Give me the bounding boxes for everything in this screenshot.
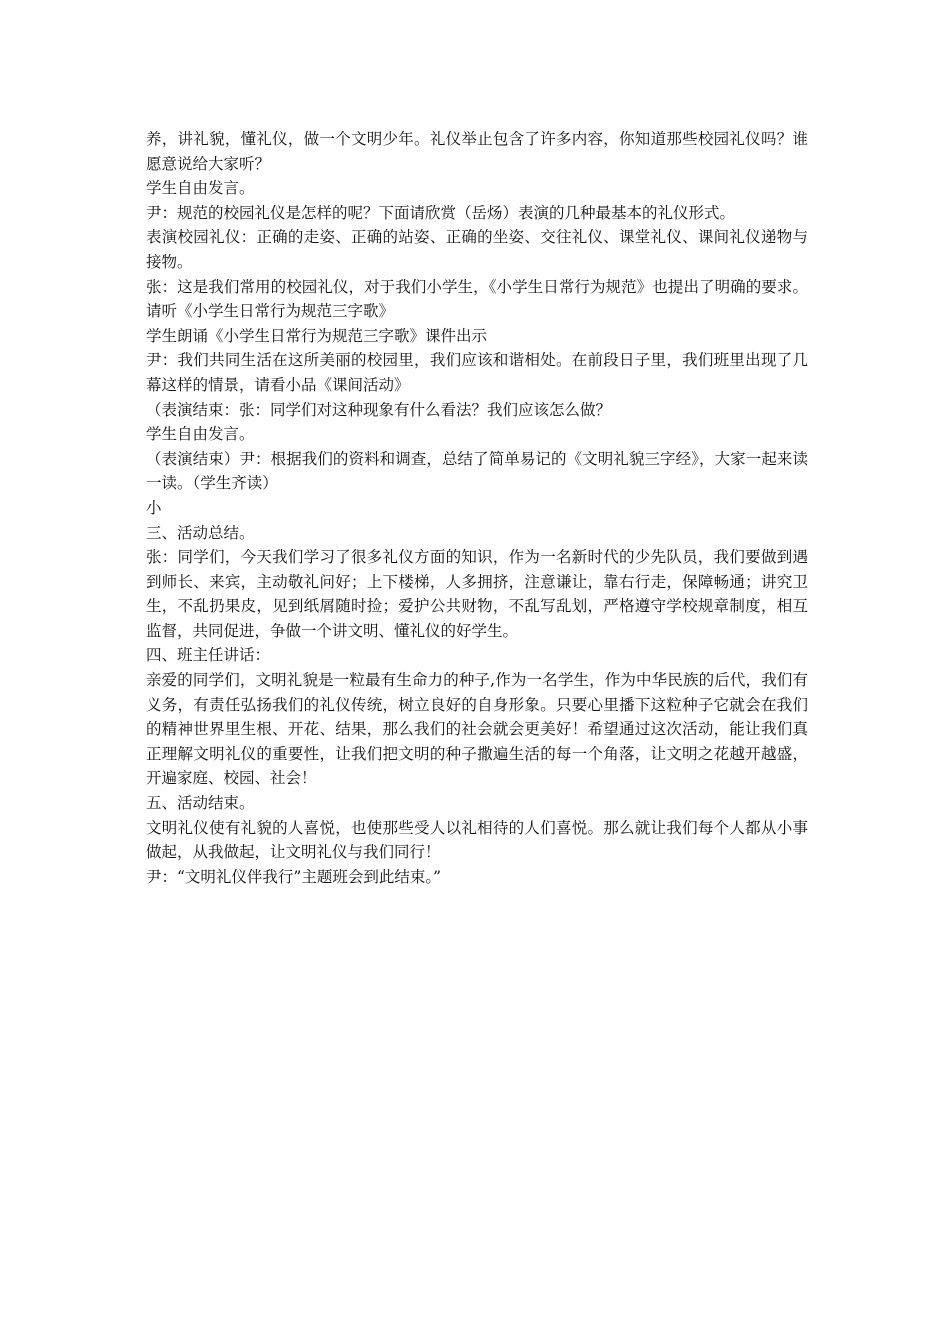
paragraph-yin-campus-etiquette: 尹：规范的校园礼仪是怎样的呢？下面请欣赏（岳炀）表演的几种最基本的礼仪形式。 — [146, 203, 736, 222]
paragraph-yin-skit: 尹：我们共同生活在这所美丽的校园里，我们应该和谐相处。在前段日子里，我们班里出现了几幕这样的情景，请看小品《课间活动》 — [146, 351, 808, 394]
paragraph-teacher-speech: 亲爱的同学们，文明礼貌是一粒最有生命力的种子,作为一名学生，作为中华民族的后代，我们有义务，有责任弘扬我们的礼仪传统，树立良好的自身形象。只要心里播下这粒种子它就会在我们的精神世界里生根、开花、结果，那么我们的社会就会更美好！希望通过这次活动，能让我们真正理解文明礼仪的重要性，让我们把文明的种子撒遍生活的每一个角落，让文明之花越开越盛，开遍家庭、校园、社会！ — [146, 671, 808, 788]
paragraph-recitation: 学生朗诵《小学生日常行为规范三字歌》课件出示 — [146, 326, 488, 345]
paragraph-closing: 文明礼仪使有礼貌的人喜悦，也使那些受人以礼相待的人们喜悦。那么就让我们每个人都从小事做起，从我做起，让文明礼仪与我们同行！ — [146, 818, 808, 862]
section-heading-activity-end: 五、活动结束。 — [146, 794, 255, 813]
paragraph-zhang-requirements: 张：这是我们常用的校园礼仪，对于我们小学生，《小学生日常行为规范》也提出了明确的要求。请听《小学生日常行为规范三字歌》 — [146, 277, 808, 321]
paragraph-etiquette-intro: 养，讲礼貌，懂礼仪，做一个文明少年。礼仪举止包含了许多内容，你知道那些校园礼仪吗？谁愿意说给大家听？ — [146, 130, 808, 173]
paragraph-performance-etiquette: 表演校园礼仪：正确的走姿、正确的站姿、正确的坐姿、交往礼仪、课堂礼仪、课间礼仪递物与接物。 — [146, 228, 808, 271]
document-body — [146, 127, 808, 889]
paragraph-student-speech-2: 学生自由发言。 — [146, 425, 255, 444]
paragraph-performance-end-yin: （表演结束）尹：根据我们的资料和调查，总结了简单易记的《文明礼貌三字经》，大家一起来读一读。（学生齐读） — [146, 449, 808, 493]
paragraph-performance-end-zhang: （表演结束：张：同学们对这种现象有什么看法？我们应该怎么做？ — [146, 400, 612, 419]
section-heading-teacher-speech: 四、班主任讲话： — [146, 646, 271, 665]
paragraph-yin-closing: 尹：“文明礼仪伴我行”主题班会到此结束。” — [146, 867, 442, 886]
paragraph-student-speech: 学生自由发言。 — [146, 179, 255, 198]
paragraph-zhang-summary: 张：同学们，今天我们学习了很多礼仪方面的知识，作为一名新时代的少先队员，我们要做到遇到师长、来宾，主动敬礼问好；上下楼梯，人多拥挤，注意谦让，靠右行走，保障畅通；讲究卫生，不乱扔果皮，见到纸屑随时捡；爱护公共财物，不乱写乱划，严格遵守学校规章制度，相互监督，共同促进，争做一个讲文明、懂礼仪的好学生。 — [146, 548, 808, 640]
paragraph-fragment: 小 — [146, 498, 162, 517]
section-heading-summary: 三、活动总结。 — [146, 523, 255, 542]
